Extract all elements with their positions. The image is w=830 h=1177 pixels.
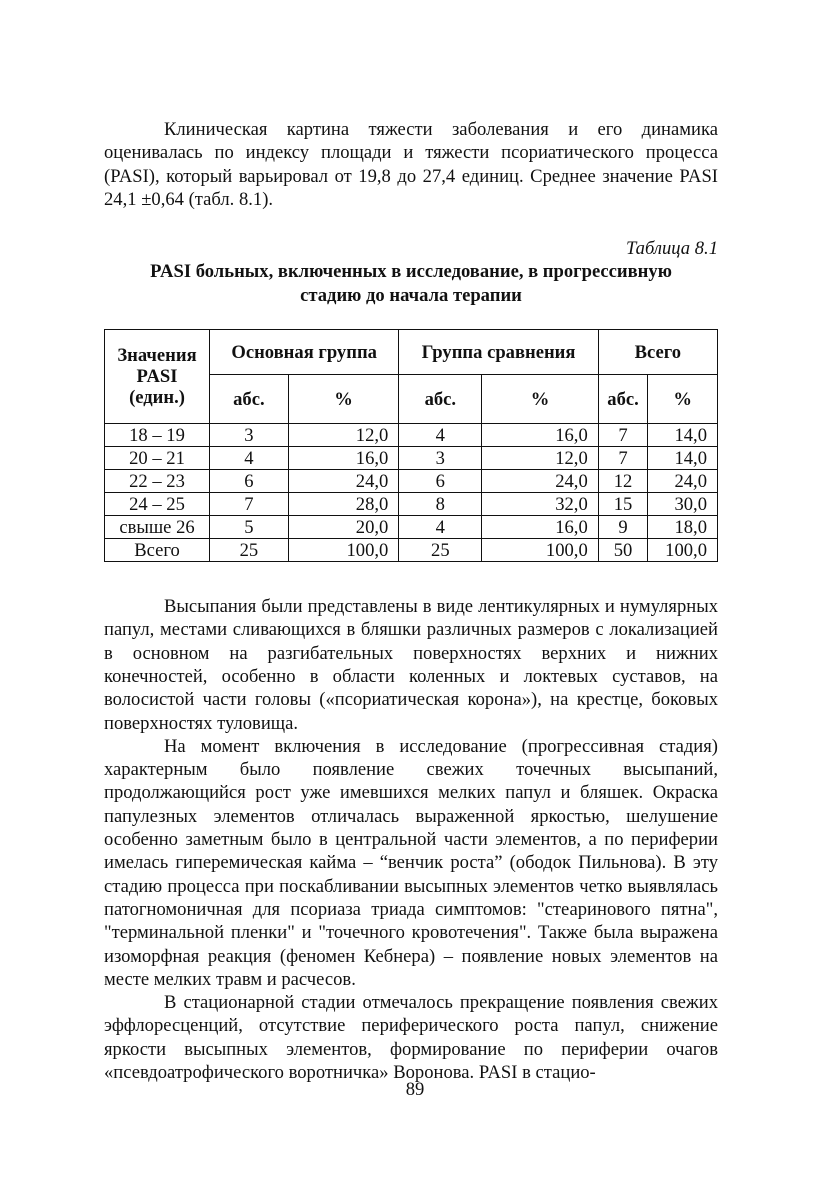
table-row: [105, 516, 718, 539]
page-content: [104, 118, 718, 1084]
cell-total-abs: 50: [598, 539, 648, 562]
cell-total-pct: 24,0: [648, 470, 718, 493]
cell-compare-abs: 25: [399, 539, 482, 562]
header-pct: %: [288, 375, 399, 424]
header-pct: %: [482, 375, 598, 424]
cell-compare-pct: 12,0: [482, 447, 598, 470]
cell-label: 20 – 21: [105, 447, 210, 470]
cell-compare-pct: 32,0: [482, 493, 598, 516]
cell-compare-pct: 16,0: [482, 424, 598, 447]
header-abs: абс.: [399, 375, 482, 424]
cell-compare-abs: 3: [399, 447, 482, 470]
header-total: Всего: [598, 330, 717, 375]
cell-compare-pct: 100,0: [482, 539, 598, 562]
table-row: [105, 539, 718, 562]
cell-compare-abs: 4: [399, 516, 482, 539]
cell-label: 24 – 25: [105, 493, 210, 516]
pasi-table: [104, 329, 718, 562]
header-main-group: Основная группа: [210, 330, 399, 375]
cell-compare-abs: 8: [399, 493, 482, 516]
page-number: 89: [405, 1079, 425, 1100]
table-row: [105, 447, 718, 470]
cell-compare-pct: 16,0: [482, 516, 598, 539]
table-body: [105, 424, 718, 562]
cell-total-abs: 12: [598, 470, 648, 493]
cell-compare-pct: 24,0: [482, 470, 598, 493]
cell-total-abs: 7: [598, 447, 648, 470]
cell-main-abs: 5: [210, 516, 289, 539]
table-row: [105, 493, 718, 516]
cell-main-abs: 7: [210, 493, 289, 516]
cell-total-abs: 7: [598, 424, 648, 447]
cell-main-pct: 24,0: [288, 470, 399, 493]
cell-main-abs: 3: [210, 424, 289, 447]
table-caption: Таблица 8.1: [626, 238, 718, 260]
cell-label: Всего: [105, 539, 210, 562]
cell-label: свыше 26: [105, 516, 210, 539]
cell-label: 18 – 19: [105, 424, 210, 447]
cell-compare-abs: 6: [399, 470, 482, 493]
cell-total-pct: 100,0: [648, 539, 718, 562]
header-pct: %: [648, 375, 718, 424]
paragraph: В стационарной стадии отмечалось прекращение появления свежих эффлоресценций, отсутствие периферического роста папул, снижение яркости высыпных элементов, формирование по периферии очагов «псевдоатрофического воротничка» Воронова. PASI в стацио-: [104, 992, 718, 1084]
cell-main-abs: 6: [210, 470, 289, 493]
header-abs: абс.: [598, 375, 648, 424]
cell-main-pct: 12,0: [288, 424, 399, 447]
cell-main-pct: 100,0: [288, 539, 399, 562]
cell-total-pct: 18,0: [648, 516, 718, 539]
cell-total-abs: 15: [598, 493, 648, 516]
cell-total-pct: 14,0: [648, 447, 718, 470]
table-row: [105, 470, 718, 493]
cell-main-abs: 4: [210, 447, 289, 470]
intro-paragraph: Клиническая картина тяжести заболевания и его динамика оценивалась по индексу площади и тяжести псориатического процесса (PASI), который варьировал от 19,8 до 27,4 единиц. Среднее значение PASI 24,1 ±0,64 (табл. 8.1).: [104, 119, 718, 210]
header-values: Значения PASI (един.): [105, 330, 210, 424]
cell-main-pct: 20,0: [288, 516, 399, 539]
body-text: [104, 595, 718, 1084]
cell-main-abs: 25: [210, 539, 289, 562]
cell-main-pct: 28,0: [288, 493, 399, 516]
cell-compare-abs: 4: [399, 424, 482, 447]
cell-main-pct: 16,0: [288, 447, 399, 470]
cell-total-pct: 30,0: [648, 493, 718, 516]
paragraph: На момент включения в исследование (прогрессивная стадия) характерным было появление свежих точечных высыпаний, продолжающийся рост уже имевшихся мелких папул и бляшек. Окраска папулезных элементов отличалась выраженной яркостью, шелушение особенно заметным было в центральной части элементов, а по периферии имелась гиперемическая кайма – “венчик роста” (ободок Пильнова). В эту стадию процесса при поскабливании высыпных элементов четко выявлялась патогномоничная для псориаза триада симптомов: "стеаринового пятна", "терминальной пленки" и "точечного кровотечения". Также была выражена изоморфная реакция (феномен Кебнера) – появление новых элементов на месте мелких травм и расчесов.: [104, 735, 718, 990]
paragraph: Высыпания были представлены в виде лентикулярных и нумулярных папул, местами сливающихся в бляшки различных размеров с локализацией в основном на разгибательных поверхностях верхних и нижних конечностей, особенно в области коленных и локтевых суставов, на волосистой части головы («псориатическая корона»), на крестце, боковых поверхностях туловища.: [104, 596, 718, 734]
cell-total-pct: 14,0: [648, 424, 718, 447]
table-title: PASI больных, включенных в исследование, в прогрессивную стадию до начала терапии: [150, 261, 672, 306]
header-abs: абс.: [210, 375, 289, 424]
cell-total-abs: 9: [598, 516, 648, 539]
cell-label: 22 – 23: [105, 470, 210, 493]
table-row: [105, 424, 718, 447]
header-compare-group: Группа сравнения: [399, 330, 598, 375]
